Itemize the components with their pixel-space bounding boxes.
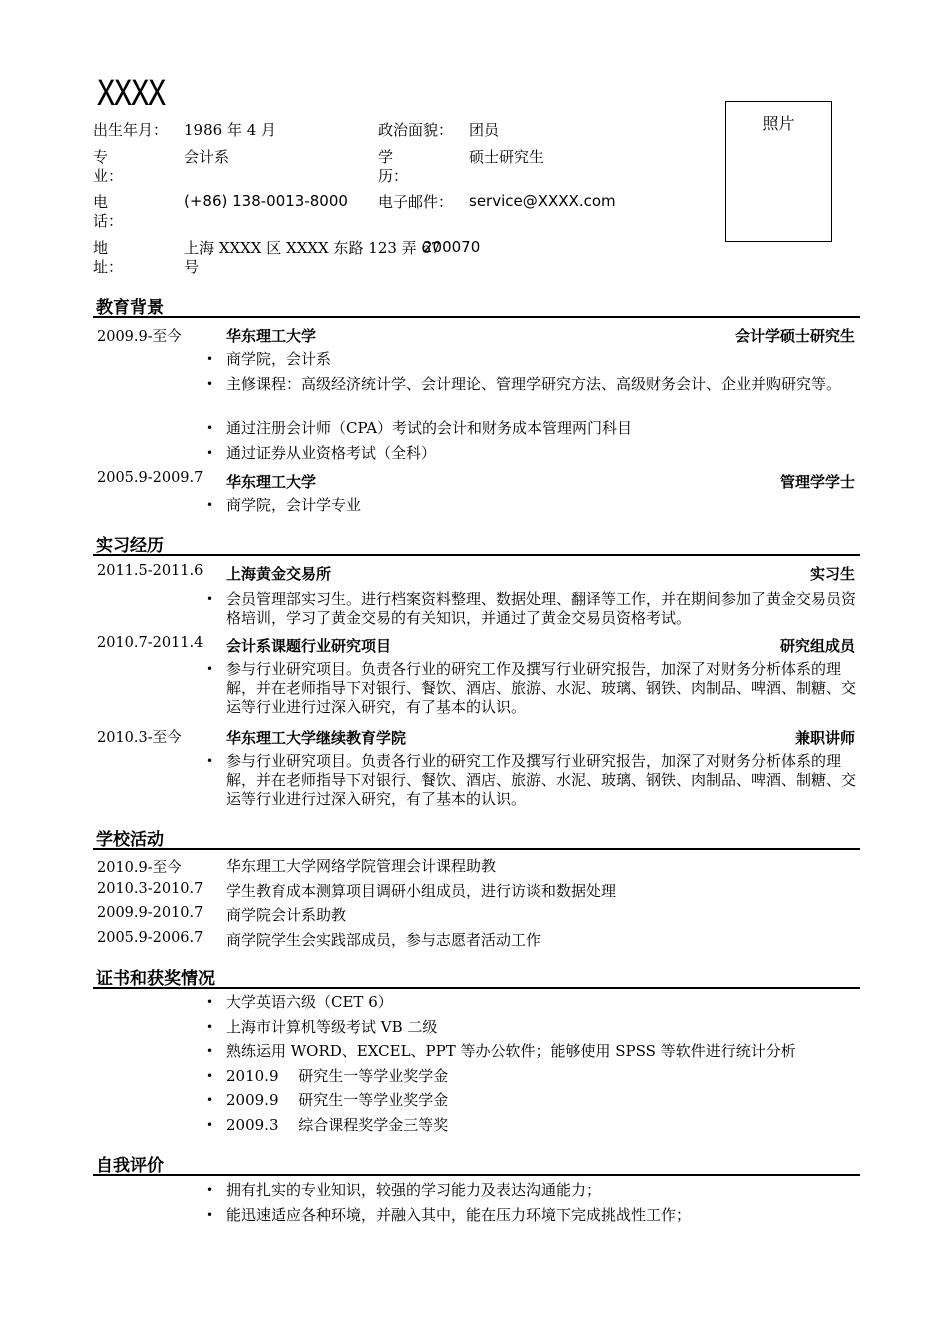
list-item: 2009.3 综合课程奖学金三等奖 xyxy=(226,1116,449,1134)
bullet-icon: • xyxy=(206,421,214,435)
list-item: 主修课程：高级经济统计学、会计理论、管理学研究方法、高级财务会计、企业并购研究等。 xyxy=(226,375,842,393)
activity-text: 商学院学生会实践部成员，参与志愿者活动工作 xyxy=(226,931,542,949)
list-item: 拥有扎实的专业知识，较强的学习能力及表达沟通能力； xyxy=(226,1181,602,1199)
birth-label: 出生年月： xyxy=(93,121,169,139)
entry-org: 会计系课题行业研究项目 xyxy=(226,637,392,655)
bullet-icon: • xyxy=(206,754,214,768)
section-title-certificates: 证书和获奖情况 xyxy=(96,969,215,989)
bullet-icon: • xyxy=(206,1020,214,1034)
email-label: 电子邮件： xyxy=(378,193,454,211)
photo-label: 照片 xyxy=(762,114,795,133)
entry-role: 研究组成员 xyxy=(779,637,855,655)
list-item: 2009.9 研究生一等学业奖学金 xyxy=(226,1091,449,1109)
activity-date: 2010.9-至今 xyxy=(97,860,182,876)
entry-org: 华东理工大学继续教育学院 xyxy=(226,729,407,747)
bullet-icon: • xyxy=(206,1208,214,1222)
degree-value: 硕士研究生 xyxy=(469,148,545,166)
activity-date: 2010.3-2010.7 xyxy=(97,881,204,897)
bullet-icon: • xyxy=(206,352,214,366)
entry-date: 2010.7-2011.4 xyxy=(97,635,204,651)
bullet-icon: • xyxy=(206,1118,214,1132)
major-value: 会计系 xyxy=(184,148,230,166)
resume-name: XXXX xyxy=(97,74,166,114)
list-item: 会员管理部实习生。进行档案资料整理、数据处理、翻译等工作，并在期间参加了黄金交易员资格培训，学习了黄金交易的有关知识，并通过了黄金交易员资格考试。 xyxy=(226,590,857,627)
section-title-internship: 实习经历 xyxy=(96,536,164,556)
list-item: 通过证券从业资格考试（全科） xyxy=(226,444,437,462)
bullet-icon: • xyxy=(206,1183,214,1197)
bullet-icon: • xyxy=(206,1044,214,1058)
entry-org: 华东理工大学 xyxy=(226,327,317,345)
entry-role: 会计学硕士研究生 xyxy=(734,327,855,345)
entry-date: 2005.9-2009.7 xyxy=(97,470,204,486)
activity-text: 华东理工大学网络学院管理会计课程助教 xyxy=(226,857,497,875)
entry-org: 上海黄金交易所 xyxy=(226,565,332,583)
section-title-activities: 学校活动 xyxy=(96,830,164,850)
address-label: 地 址： xyxy=(93,239,124,276)
entry-date: 2010.3-至今 xyxy=(97,730,182,746)
entry-org: 华东理工大学 xyxy=(226,473,317,491)
list-item: 熟练运用 WORD、EXCEL、PPT 等办公软件；能够使用 SPSS 等软件进行统计分析 xyxy=(226,1042,796,1060)
major-label: 专 业： xyxy=(93,148,124,185)
list-item: 通过注册会计师（CPA）考试的会计和财务成本管理两门科目 xyxy=(226,419,633,437)
degree-label: 学 历： xyxy=(378,148,409,185)
address-value: 上海 XXXX 区 XXXX 东路 123 弄 67 号 xyxy=(184,239,441,276)
section-divider xyxy=(93,554,860,556)
activity-text: 商学院会计系助教 xyxy=(226,906,347,924)
birth-value: 1986 年 4 月 xyxy=(184,121,277,139)
list-item: 大学英语六级（CET 6） xyxy=(226,993,393,1011)
activity-text: 学生教育成本测算项目调研小组成员，进行访谈和数据处理 xyxy=(226,882,617,900)
list-item: 上海市计算机等级考试 VB 二级 xyxy=(226,1018,438,1036)
entry-role: 兼职讲师 xyxy=(794,729,855,747)
list-item: 2010.9 研究生一等学业奖学金 xyxy=(226,1067,449,1085)
entry-role: 实习生 xyxy=(809,565,855,583)
entry-date: 2009.9-至今 xyxy=(97,329,182,345)
bullet-icon: • xyxy=(206,662,214,676)
list-item: 商学院，会计学专业 xyxy=(226,496,362,514)
phone-label: 电 话： xyxy=(93,193,124,230)
phone-value: (+86) 138-0013-8000 xyxy=(184,192,348,210)
bullet-icon: • xyxy=(206,592,214,606)
bullet-icon: • xyxy=(206,1093,214,1107)
list-item: 参与行业研究项目。负责各行业的研究工作及撰写行业研究报告，加深了对财务分析体系的理解，并在老师指导下对银行、餐饮、酒店、旅游、水泥、玻璃、钢铁、肉制品、啤酒、制糖、交运等行业进行过深入研究，有了基本的认识。 xyxy=(226,660,857,716)
section-title-self-eval: 自我评价 xyxy=(96,1156,164,1176)
photo-placeholder xyxy=(725,101,832,242)
political-label: 政治面貌： xyxy=(378,121,454,139)
political-value: 团员 xyxy=(469,121,500,139)
entry-role: 管理学学士 xyxy=(779,473,855,491)
section-title-education: 教育背景 xyxy=(96,298,164,318)
section-divider xyxy=(93,987,860,989)
bullet-icon: • xyxy=(206,995,214,1009)
section-divider xyxy=(93,1174,860,1176)
entry-date: 2011.5-2011.6 xyxy=(97,563,204,579)
email-value: service@XXXX.com xyxy=(469,192,616,210)
postcode: 200070 xyxy=(423,238,481,256)
list-item: 商学院，会计系 xyxy=(226,350,332,368)
section-divider xyxy=(93,848,860,850)
bullet-icon: • xyxy=(206,1069,214,1083)
activity-date: 2005.9-2006.7 xyxy=(97,930,204,946)
section-divider xyxy=(93,316,860,318)
activity-date: 2009.9-2010.7 xyxy=(97,905,204,921)
list-item: 参与行业研究项目。负责各行业的研究工作及撰写行业研究报告，加深了对财务分析体系的理解，并在老师指导下对银行、餐饮、酒店、旅游、水泥、玻璃、钢铁、肉制品、啤酒、制糖、交运等行业进行过深入研究，有了基本的认识。 xyxy=(226,752,857,808)
bullet-icon: • xyxy=(206,377,214,391)
bullet-icon: • xyxy=(206,446,214,460)
bullet-icon: • xyxy=(206,498,214,512)
list-item: 能迅速适应各种环境，并融入其中，能在压力环境下完成挑战性工作； xyxy=(226,1206,692,1224)
